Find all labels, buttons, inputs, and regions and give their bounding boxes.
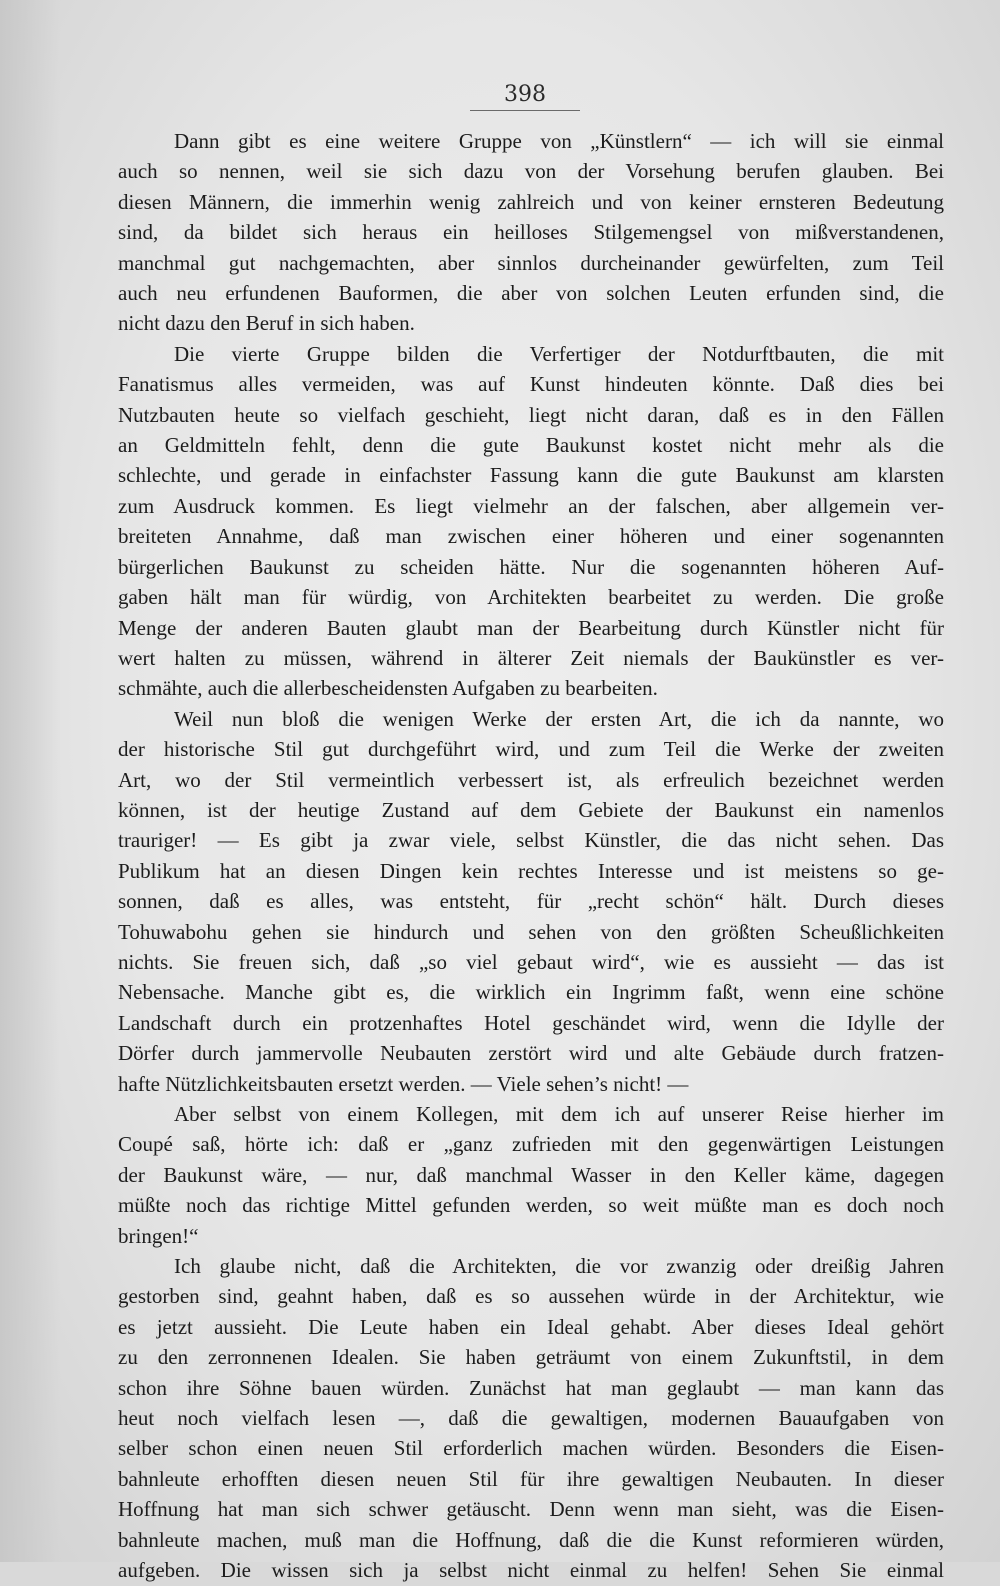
text-line: bahnleute erhofften diesen neuen Stil für ihre gewaltigen Neubauten. In dieser — [118, 1466, 944, 1491]
text-line: bringen!“ — [118, 1223, 199, 1248]
text-line: wert halten zu müssen, während in älterer Zeit niemals der Baukünstler es ver- — [118, 645, 944, 670]
text-line: können, ist der heutige Zustand auf dem Gebiete der Baukunst ein namenlos — [118, 797, 944, 822]
text-line: nichts. Sie freuen sich, daß „so viel gebaut wird“, wie es aussieht — das ist — [118, 949, 944, 974]
text-line: gaben hält man für würdig, von Architekten bearbeitet zu werden. Die große — [118, 585, 944, 610]
text-line: nicht dazu den Beruf in sich haben. — [118, 311, 415, 336]
text-line: an Geldmitteln fehlt, denn die gute Baukunst kostet nicht mehr als die — [118, 433, 944, 458]
text-line: es jetzt aussieht. Die Leute haben ein Ideal gehabt. Aber dieses Ideal gehört — [118, 1314, 944, 1339]
text-line: auch neu erfundenen Bauformen, die aber von solchen Leuten erfunden sind, die — [118, 281, 944, 306]
text-line: schlechte, und gerade in einfachster Fassung kann die gute Baukunst am klarsten — [118, 463, 944, 488]
text-line: Tohuwabohu gehen sie hindurch und sehen von den größten Scheußlichkeiten — [118, 919, 944, 944]
text-line: Dörfer durch jammervolle Neubauten zerstört wird und alte Gebäude durch fratzen- — [118, 1041, 944, 1066]
text-line: sonnen, daß es alles, was entsteht, für „recht schön“ hält. Durch dieses — [118, 889, 944, 914]
text-line: Ich glaube nicht, daß die Architekten, die vor zwanzig oder dreißig Jahren — [174, 1254, 944, 1279]
body-text — [118, 126, 944, 1586]
text-line: zu den zerronnenen Idealen. Sie haben geträumt von einem Zukunftstil, in dem — [118, 1345, 944, 1370]
text-line: heut noch vielfach lesen —, daß die gewaltigen, modernen Bauaufgaben von — [118, 1406, 944, 1431]
text-line: hafte Nützlichkeitsbauten ersetzt werden. — Viele sehen’s nicht! — — [118, 1071, 689, 1096]
text-line: Art, wo der Stil vermeintlich verbessert ist, als erfreulich bezeichnet werden — [118, 767, 944, 792]
binding-shadow — [0, 0, 60, 1562]
page-number: 398 — [470, 82, 580, 111]
text-line: trauriger! — Es gibt ja zwar viele, selbst Künstler, die das nicht sehen. Das — [118, 828, 944, 853]
text-line: Publikum hat an diesen Dingen kein rechtes Interesse und ist meistens so ge- — [118, 858, 944, 883]
text-line: schon ihre Söhne bauen würden. Zunächst hat man geglaubt — man kann das — [118, 1375, 944, 1400]
text-line: aufgeben. Die wissen sich ja selbst nicht einmal zu helfen! Sehen Sie einmal — [118, 1558, 944, 1583]
text-line: Fanatismus alles vermeiden, was auf Kunst hindeuten könnte. Daß dies bei — [118, 372, 944, 397]
text-line: Aber selbst von einem Kollegen, mit dem ich auf unserer Reise hierher im — [174, 1102, 944, 1126]
text-line: Dann gibt es eine weitere Gruppe von „Künstlern“ — ich will sie einmal — [174, 129, 944, 153]
text-line: Nutzbauten heute so vielfach geschieht, liegt nicht daran, daß es in den Fällen — [118, 402, 944, 427]
text-line: breiteten Annahme, daß man zwischen einer höheren und einer sogenannten — [118, 524, 944, 549]
text-line: Weil nun bloß die wenigen Werke der ersten Art, die ich da nannte, wo — [174, 706, 944, 731]
text-line: diesen Männern, die immerhin wenig zahlreich und von keiner ernsteren Bedeutung — [118, 189, 944, 214]
text-line: auch so nennen, weil sie sich dazu von der Vorsehung berufen glauben. Bei — [118, 159, 944, 184]
text-line: gestorben sind, geahnt haben, daß es so aussehen würde in der Architektur, wie — [118, 1284, 944, 1309]
text-line: selber schon einen neuen Stil erforderlich machen würden. Besonders die Eisen- — [118, 1436, 944, 1461]
text-line: Hoffnung hat man sich schwer getäuscht. Denn wenn man sieht, was die Eisen- — [118, 1497, 944, 1522]
text-line: sind, da bildet sich heraus ein heilloses Stilgemengsel von mißverstandenen, — [118, 220, 944, 245]
text-line: zum Ausdruck kommen. Es liegt vielmehr an der falschen, aber allgemein ver- — [118, 493, 944, 518]
text-line: Coupé saß, hörte ich: daß er „ganz zufrieden mit den gegenwärtigen Leistungen — [118, 1132, 944, 1157]
text-line: bahnleute machen, muß man die Hoffnung, daß die die Kunst reformieren würden, — [118, 1527, 944, 1552]
text-line: müßte noch das richtige Mittel gefunden werden, so weit müßte man es doch noch — [118, 1193, 944, 1218]
text-line: der Baukunst wäre, — nur, daß manchmal Wasser in den Keller käme, dagegen — [118, 1162, 944, 1187]
text-line: schmähte, auch die allerbescheidensten Aufgaben zu bearbeiten. — [118, 676, 658, 701]
text-line: Landschaft durch ein protzenhaftes Hotel geschändet wird, wenn die Idylle der — [118, 1010, 944, 1035]
text-line: der historische Stil gut durchgeführt wird, und zum Teil die Werke der zweiten — [118, 737, 944, 762]
text-line: bürgerlichen Baukunst zu scheiden hätte. Nur die sogenannten höheren Auf- — [118, 554, 944, 579]
text-line: manchmal gut nachgemachten, aber sinnlos durcheinander gewürfelten, zum Teil — [118, 250, 944, 275]
text-line: Nebensache. Manche gibt es, die wirklich ein Ingrimm faßt, wenn eine schöne — [118, 980, 944, 1005]
text-line: Menge der anderen Bauten glaubt man der Bearbeitung durch Künstler nicht für — [118, 615, 944, 640]
text-line: Die vierte Gruppe bilden die Verfertiger der Notdurftbauten, die mit — [174, 341, 944, 366]
